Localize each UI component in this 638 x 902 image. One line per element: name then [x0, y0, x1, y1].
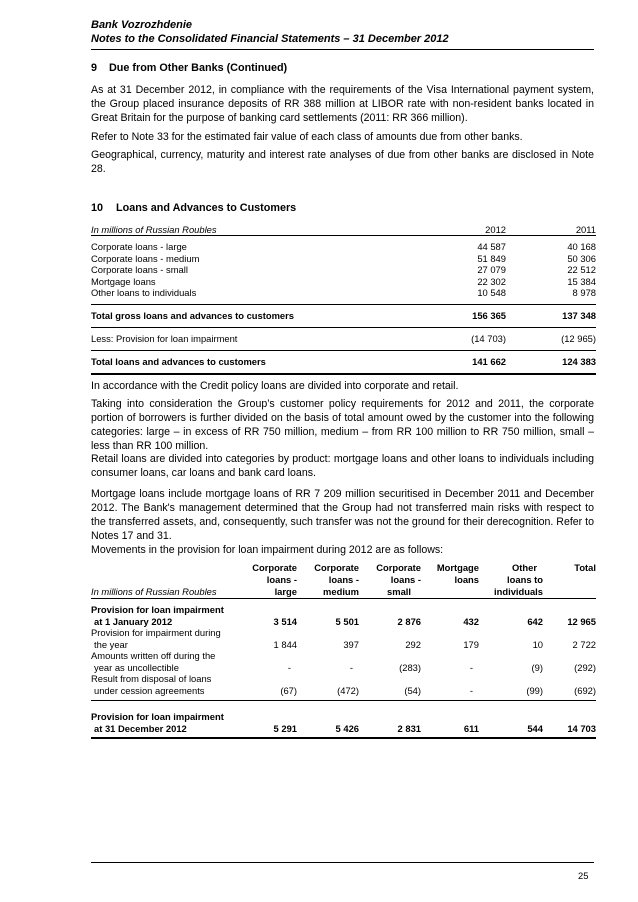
table-header-row [91, 562, 596, 599]
cell-2011: 8 978 [506, 287, 596, 304]
column-header-corporate-large [237, 562, 297, 599]
header-line: loans [454, 574, 479, 585]
cell-value: (472) [337, 684, 359, 696]
paragraph: Retail loans are divided into categories by product: mortgage loans and other loans to individuals including consumer loans, car loans and bank card loans. [91, 453, 594, 479]
cell-value: (67) [280, 684, 297, 696]
paragraph: As at 31 December 2012, in compliance with the requirements of the Visa International payment system, the Group placed insurance deposits of RR 388 million at LIBOR rate with non-resident banks located in Great Britain for the purpose of banking card settlements (2011: RR 366 million). [91, 84, 594, 124]
document-subtitle: Notes to the Consolidated Financial Statements – 31 December 2012 [91, 33, 449, 45]
table-row [91, 253, 596, 265]
cell-value: 611 [463, 722, 479, 734]
loans-table [91, 223, 596, 375]
paragraph: Geographical, currency, maturity and interest rate analyses of due from other banks are disclosed in Note 28. [91, 149, 594, 175]
cell-value: 544 [527, 722, 543, 734]
cell-value: (54) [404, 684, 421, 696]
row-label [91, 604, 237, 627]
header-line: large [274, 586, 297, 597]
header-line: Corporate [314, 562, 359, 573]
header-line: loans to [507, 574, 543, 585]
table-header-row [91, 223, 596, 236]
cell-value: (99) [526, 684, 543, 696]
table-row [91, 627, 596, 650]
row-label-line: Provision for impairment during [91, 627, 221, 638]
header-line: Other [511, 562, 537, 573]
cell-value: (292) [574, 661, 596, 673]
column-header-corporate-medium [297, 562, 359, 599]
header-line: individuals [494, 586, 543, 597]
cell-value: 2 831 [397, 722, 421, 734]
cell-value: 2 722 [572, 638, 596, 650]
cell-2011: (12 965) [506, 327, 596, 350]
cell-value: 10 [532, 638, 543, 650]
cell-value: 5 291 [273, 722, 297, 734]
column-header-other-individuals [479, 562, 543, 599]
cell-2011: 124 383 [506, 350, 596, 374]
cell-2012: 27 079 [477, 264, 506, 276]
table-unit-label: In millions of Russian Roubles [91, 223, 431, 236]
header-line [421, 586, 479, 598]
cell-value: 292 [405, 638, 421, 650]
cell-2011: 22 512 [567, 264, 596, 276]
row-label: Mortgage loans [91, 275, 156, 287]
cell-2011: 50 306 [567, 252, 596, 264]
column-header-total [543, 562, 596, 599]
cell-2011: 137 348 [506, 304, 596, 327]
cell-2012: 141 662 [431, 350, 506, 374]
row-label: Corporate loans - large [91, 241, 187, 253]
row-label: Other loans to individuals [91, 287, 431, 304]
row-label [91, 711, 237, 738]
header-divider [91, 49, 594, 50]
cell-value: (9) [531, 661, 543, 673]
row-label-line: at 1 January 2012 [94, 615, 173, 627]
row-label: Corporate loans - medium [91, 252, 200, 264]
row-label: Corporate loans - small [91, 264, 188, 276]
cell-value: 1 844 [273, 638, 297, 650]
row-label-line: at 31 December 2012 [94, 722, 187, 734]
table-unit-label: In millions of Russian Roubles [91, 585, 217, 597]
section-title: Loans and Advances to Customers [116, 202, 297, 214]
document-company-name: Bank Vozrozhdenie [91, 19, 193, 31]
header-line [543, 574, 596, 586]
row-label-line: Provision for loan impairment [91, 711, 224, 722]
cell-value: 397 [343, 638, 359, 650]
table-row [91, 650, 596, 673]
provision-movement-table [91, 562, 596, 739]
paragraph: Refer to Note 33 for the estimated fair value of each class of amounts due from other banks. [91, 131, 523, 143]
header-line: Mortgage [436, 562, 479, 573]
cell-value: 642 [527, 615, 543, 627]
header-line: Corporate [376, 562, 421, 573]
row-label-line: under cession agreements [94, 684, 205, 696]
cell-value: 3 514 [273, 615, 297, 627]
header-line [543, 586, 596, 598]
row-label [91, 627, 237, 650]
cell-value: - [287, 661, 291, 673]
cell-value: 2 876 [397, 615, 421, 627]
cell-value: - [469, 661, 473, 673]
paragraph: In accordance with the Credit policy loans are divided into corporate and retail. [91, 380, 459, 392]
column-header-corporate-small [359, 562, 421, 599]
cell-value: 179 [463, 638, 479, 650]
cell-value: 14 703 [567, 722, 596, 734]
table-row [91, 276, 596, 288]
row-label-line: Result from disposal of loans [91, 673, 212, 684]
paragraph: Mortgage loans include mortgage loans of RR 7 209 million securitised in December 2011 and December 2012. The Bank's management determined that the Group had not transferred main risks with respect to the transferred assets, and, consequently, such transfer was not the ground for their derecognition. Refer to Notes 17 and 31. [91, 488, 594, 542]
section-number: 9 [91, 62, 98, 74]
column-header-mortgage [421, 562, 479, 599]
total-gross-row [91, 304, 596, 327]
row-label: Total gross loans and advances to customers [91, 304, 431, 327]
header-line: Corporate [252, 562, 297, 573]
header-line: loans - [266, 574, 297, 585]
table-row [91, 604, 596, 627]
header-line: loans - [390, 574, 421, 585]
section-number: 10 [91, 202, 104, 214]
provision-row [91, 327, 596, 350]
paragraph: Movements in the provision for loan impairment during 2012 are as follows: [91, 544, 444, 556]
cell-2012: 22 302 [477, 275, 506, 287]
cell-value: - [469, 684, 473, 696]
closing-balance-row [91, 711, 596, 738]
header-line: loans - [328, 574, 359, 585]
table-row [91, 264, 596, 276]
cell-2012: (14 703) [431, 327, 506, 350]
total-net-row [91, 350, 596, 374]
column-header-2011: 2011 [506, 223, 596, 236]
table-row [91, 673, 596, 701]
header-line: small [387, 586, 411, 597]
footer-divider [91, 862, 594, 863]
table-row [91, 241, 596, 253]
row-label-line: year as uncollectible [94, 661, 179, 673]
cell-value: - [349, 661, 353, 673]
table-row [91, 287, 596, 304]
cell-value: (283) [399, 661, 421, 673]
row-label [91, 650, 237, 673]
cell-value: (692) [574, 684, 596, 696]
paragraph: Taking into consideration the Group’s customer policy requirements for 2012 and 2011, the corporate portion of borrowers is further divided on the basis of total amount owed by the customer into the following categories: large – in excess of RR 750 million, medium – from RR 100 million to RR 750 million, small – less than RR 100 million. [91, 398, 594, 452]
cell-value: 5 501 [335, 615, 359, 627]
cell-2012: 10 548 [431, 287, 506, 304]
cell-value: 12 965 [567, 615, 596, 627]
section-title: Due from Other Banks (Continued) [109, 62, 288, 74]
row-label: Less: Provision for loan impairment [91, 327, 431, 350]
row-label [91, 673, 237, 701]
cell-2011: 40 168 [567, 241, 596, 253]
cell-value: 432 [463, 615, 479, 627]
row-label-line: the year [94, 638, 128, 650]
row-label-line: Provision for loan impairment [91, 604, 224, 615]
row-label: Total loans and advances to customers [91, 350, 431, 374]
header-line: medium [323, 586, 359, 597]
cell-2012: 44 587 [477, 241, 506, 253]
cell-value: 5 426 [335, 722, 359, 734]
cell-2011: 15 384 [567, 275, 596, 287]
cell-2012: 51 849 [477, 252, 506, 264]
column-header-2012: 2012 [431, 223, 506, 236]
cell-2012: 156 365 [431, 304, 506, 327]
row-label-line: Amounts written off during the [91, 650, 216, 661]
page-number: 25 [578, 870, 589, 881]
header-line: Total [574, 562, 596, 573]
